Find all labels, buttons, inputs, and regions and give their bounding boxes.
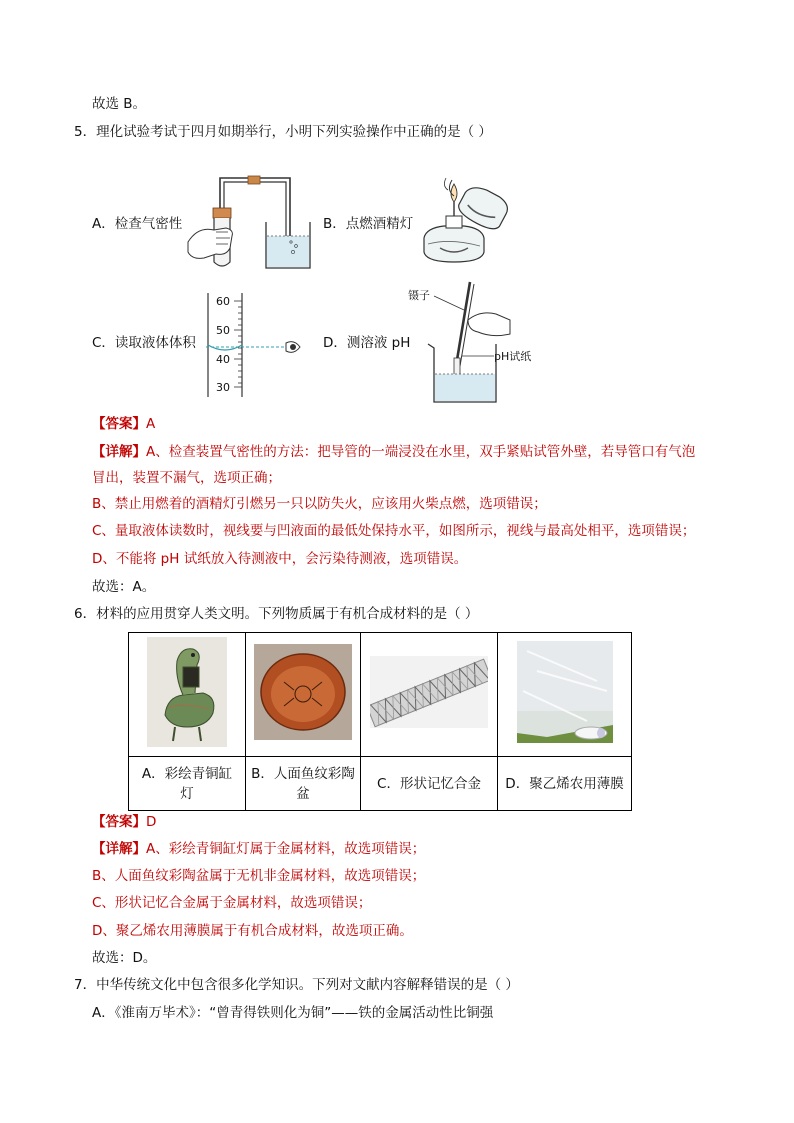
memory-alloy-cell (361, 633, 498, 757)
q6-detail-1 (92, 839, 425, 859)
q5-detail-3: C、量取液体读数时，视线要与凹液面的最低处保持水平，如图所示，视线与最高处相平，选项错误； (92, 523, 696, 539)
q6-option-c: C．形状记忆合金 (361, 757, 498, 811)
q5-conclusion: 故选：A。 (92, 579, 156, 595)
q6-detail-2: B、人面鱼纹彩陶盆属于无机非金属材料，故选项错误； (92, 868, 426, 884)
q6-detail-4: D、聚乙烯农用薄膜属于有机合成材料，故选项正确。 (92, 923, 413, 939)
q6-stem: 6．材料的应用贯穿人类文明。下列物质属于有机合成材料的是（ ） (74, 606, 479, 622)
alcohol-lamp-figure (410, 176, 518, 268)
plastic-film-cell (498, 633, 632, 757)
q5-detail-1b: 冒出，装置不漏气，选项正确； (92, 470, 281, 486)
ph-paper-label: pH试纸 (494, 350, 532, 363)
pottery-basin-cell (246, 633, 361, 757)
answer-value: D (146, 814, 157, 830)
detail-text: A、检查装置气密性的方法：把导管的一端浸没在水里，双手紧贴试管外壁，若导管口有气泡 (146, 444, 696, 460)
bronze-lamp-image (147, 637, 227, 747)
previous-conclusion: 故选 B。 (92, 96, 147, 112)
scale-tick-60: 60 (216, 295, 230, 308)
q5-detail-1a (92, 442, 695, 462)
q7-stem: 7．中华传统文化中包含很多化学知识。下列对文献内容解释错误的是（ ） (74, 977, 519, 993)
airtightness-check-figure (186, 172, 318, 272)
answer-tag: 【答案】 (92, 814, 146, 830)
scale-tick-30: 30 (216, 381, 230, 394)
ph-measurement-figure (406, 280, 556, 404)
option-a-cell (129, 757, 246, 811)
q5-option-a: A．检查气密性 (92, 216, 183, 232)
q6-option-b: B．人面鱼纹彩陶盆 (246, 757, 361, 811)
plastic-film-image (517, 641, 613, 743)
tweezers-label: 镊子 (408, 289, 430, 302)
materials-table (128, 632, 632, 811)
q6-option-a-line1: A．彩绘青铜缸 (141, 765, 233, 782)
q5-answer-line (92, 414, 155, 434)
answer-value: A (146, 416, 156, 432)
q5-option-b: B．点燃酒精灯 (323, 216, 414, 232)
detail-tag: 【详解】 (92, 444, 146, 460)
cylinder-reading-figure (206, 293, 316, 399)
q6-detail-3: C、形状记忆合金属于金属材料，故选项错误； (92, 895, 372, 911)
scale-tick-50: 50 (216, 324, 230, 337)
pottery-basin-image (254, 644, 352, 740)
q5-stem: 5．理化试验考试于四月如期举行，小明下列实验操作中正确的是（ ） (74, 124, 492, 140)
memory-alloy-image (370, 656, 488, 728)
answer-tag: 【答案】 (92, 416, 146, 432)
q5-detail-2: B、禁止用燃着的酒精灯引燃另一只以防失火，应该用火柴点燃，选项错误； (92, 496, 547, 512)
detail-text: A、彩绘青铜缸灯属于金属材料，故选项错误； (146, 841, 426, 857)
q7-option-a: A．《淮南万毕术》：“曾青得铁则化为铜”——铁的金属活动性比铜强 (92, 1005, 494, 1021)
q6-answer-line (92, 812, 156, 832)
q6-option-a-line2: 灯 (180, 785, 194, 802)
scale-tick-40: 40 (216, 353, 230, 366)
bronze-lamp-cell (129, 633, 246, 757)
detail-tag: 【详解】 (92, 841, 146, 857)
q5-option-c: C．读取液体体积 (92, 335, 196, 351)
q5-option-d: D．测溶液 pH (323, 335, 411, 351)
q6-option-d: D．聚乙烯农用薄膜 (498, 757, 632, 811)
q5-detail-4: D、不能将 pH 试纸放入待测液中，会污染待测液，选项错误。 (92, 551, 468, 567)
q6-conclusion: 故选：D。 (92, 950, 157, 966)
